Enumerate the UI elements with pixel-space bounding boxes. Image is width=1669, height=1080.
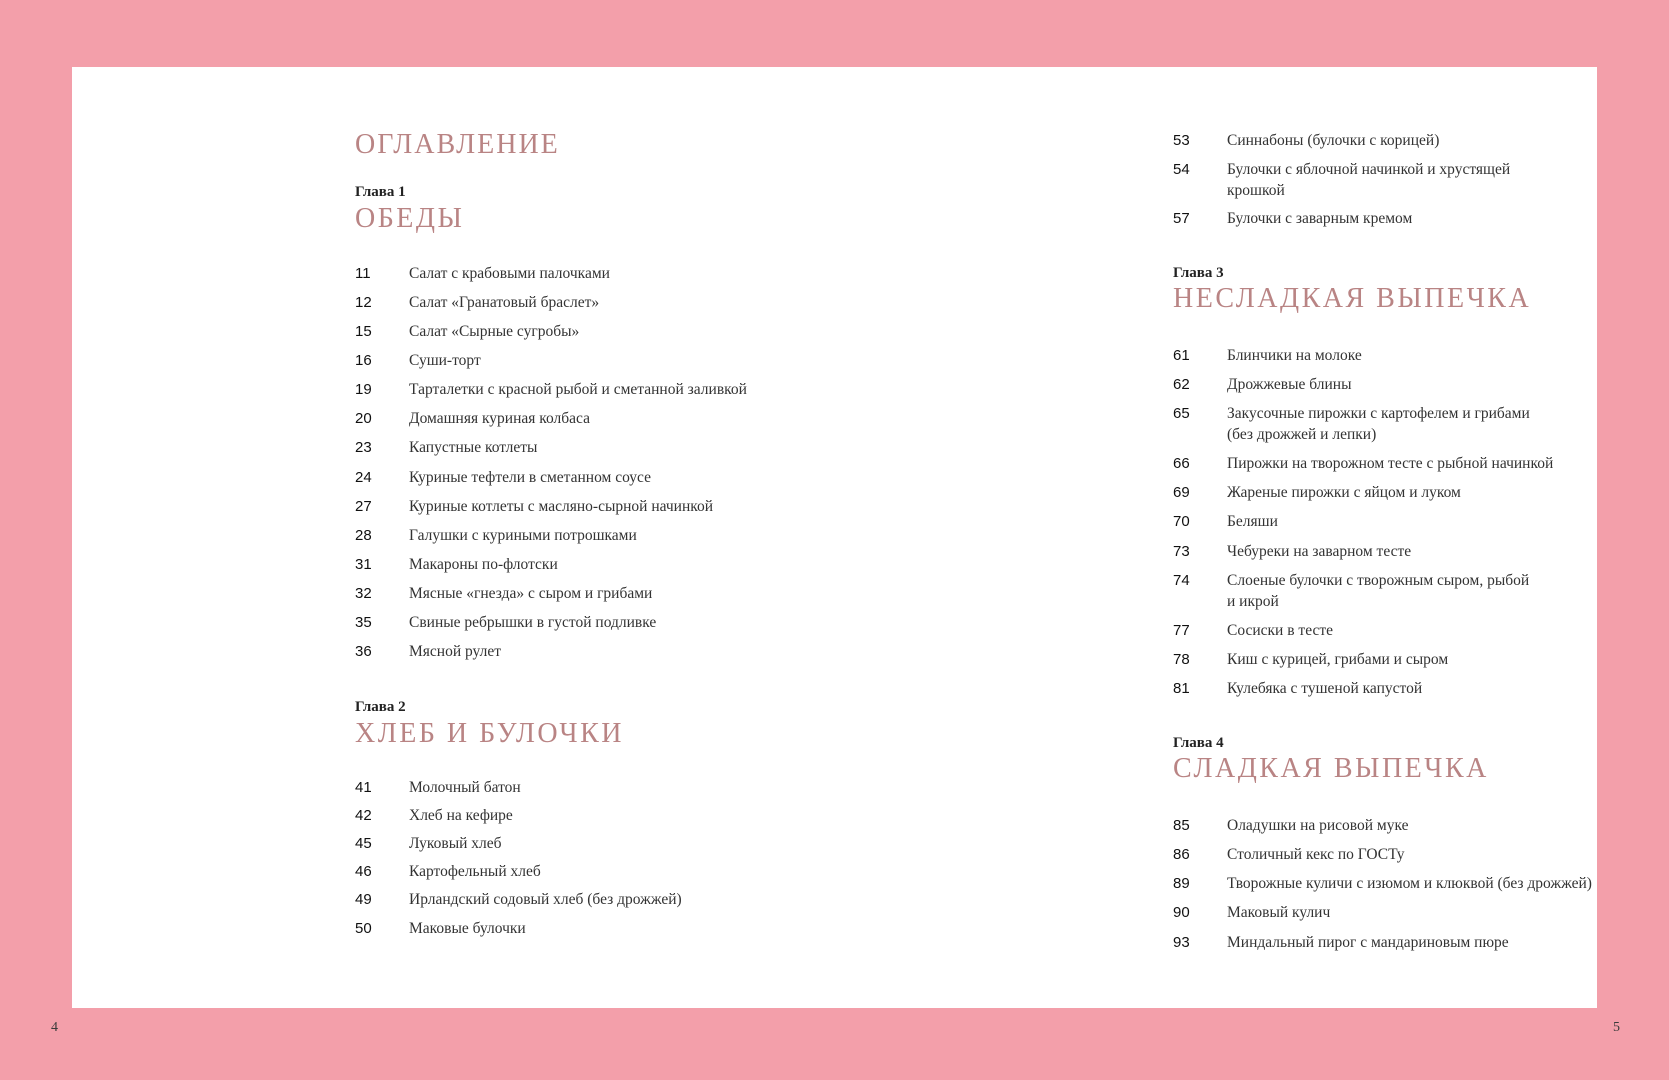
entry-title: Булочки с заварным кремом <box>1227 210 1413 227</box>
entry-title <box>1227 159 1510 201</box>
entry-title: Маковые булочки <box>409 920 526 937</box>
entry-title-line-2: (без дрожжей и лепки) <box>1227 426 1377 443</box>
entry-page: 90 <box>1173 904 1190 921</box>
entry-title: Куриные тефтели в сметанном соусе <box>409 469 651 486</box>
entry-title: Капустные котлеты <box>409 439 538 456</box>
entry-page: 15 <box>355 323 372 340</box>
entry-title: Жареные пирожки с яйцом и луком <box>1227 484 1461 501</box>
entry-title-line-2: и икрой <box>1227 593 1279 610</box>
entry-title: Ирландский содовый хлеб (без дрожжей) <box>409 891 682 908</box>
entry-page: 65 <box>1173 405 1190 422</box>
entry-page: 49 <box>355 891 372 908</box>
chapter-3-title: НЕСЛАДКАЯ ВЫПЕЧКА <box>1173 283 1532 314</box>
entry-page: 20 <box>355 410 372 427</box>
entry-title-line-1: Слоеные булочки с творожным сыром, рыбой <box>1227 572 1530 589</box>
entry-page: 23 <box>355 439 372 456</box>
entry-page: 19 <box>355 381 372 398</box>
entry-page: 45 <box>355 835 372 852</box>
chapter-4-label: Глава 4 <box>1173 735 1224 751</box>
entry-title: Салат с крабовыми палочками <box>409 265 610 282</box>
entry-title: Макароны по-флотски <box>409 556 558 573</box>
entry-page: 57 <box>1173 210 1190 227</box>
chapter-2-title: ХЛЕБ И БУЛОЧКИ <box>355 718 624 749</box>
entry-page: 89 <box>1173 875 1190 892</box>
entry-page: 86 <box>1173 846 1190 863</box>
page-number-right: 5 <box>1613 1020 1620 1035</box>
entry-title: Салат «Сырные сугробы» <box>409 323 580 340</box>
entry-title: Пирожки на творожном тесте с рыбной начинкой <box>1227 455 1554 472</box>
entry-title: Оладушки на рисовой муке <box>1227 817 1409 834</box>
entry-title: Картофельный хлеб <box>409 863 541 880</box>
chapter-2-label: Глава 2 <box>355 699 406 715</box>
entry-title: Миндальный пирог с мандариновым пюре <box>1227 934 1509 951</box>
entry-title: Маковый кулич <box>1227 904 1331 921</box>
entry-title: Кулебяка с тушеной капустой <box>1227 680 1423 697</box>
entry-page: 54 <box>1173 161 1190 178</box>
entry-title: Мясные «гнезда» с сыром и грибами <box>409 585 653 602</box>
entry-title: Домашняя куриная колбаса <box>409 410 590 427</box>
entry-title: Салат «Гранатовый браслет» <box>409 294 600 311</box>
entry-page: 11 <box>355 265 371 282</box>
page-sheet <box>72 67 1597 1008</box>
entry-page: 66 <box>1173 455 1190 472</box>
entry-page: 50 <box>355 920 372 937</box>
entry-page: 41 <box>355 779 372 796</box>
entry-page: 70 <box>1173 513 1190 530</box>
entry-page: 62 <box>1173 376 1190 393</box>
entry-page: 73 <box>1173 543 1190 560</box>
entry-title <box>1227 570 1529 612</box>
page-number-left: 4 <box>51 1020 58 1035</box>
entry-page: 77 <box>1173 622 1190 639</box>
entry-page: 85 <box>1173 817 1190 834</box>
entry-page: 31 <box>355 556 372 573</box>
entry-title <box>1227 403 1530 445</box>
chapter-4-title: СЛАДКАЯ ВЫПЕЧКА <box>1173 753 1489 784</box>
entry-title: Сосиски в тесте <box>1227 622 1333 639</box>
entry-page: 53 <box>1173 132 1190 149</box>
entry-title: Мясной рулет <box>409 643 502 660</box>
entry-page: 78 <box>1173 651 1190 668</box>
entry-title: Молочный батон <box>409 779 521 796</box>
entry-title: Беляши <box>1227 513 1278 530</box>
entry-page: 32 <box>355 585 372 602</box>
entry-title: Галушки с куриными потрошками <box>409 527 637 544</box>
entry-page: 69 <box>1173 484 1190 501</box>
toc-title: ОГЛАВЛЕНИЕ <box>355 129 560 160</box>
entry-title: Киш с курицей, грибами и сыром <box>1227 651 1449 668</box>
entry-page: 12 <box>355 294 372 311</box>
entry-title-line-2: крошкой <box>1227 182 1285 199</box>
entry-page: 27 <box>355 498 372 515</box>
chapter-1-label: Глава 1 <box>355 184 406 200</box>
entry-page: 16 <box>355 352 372 369</box>
entry-title-line-1: Закусочные пирожки с картофелем и грибами <box>1227 405 1530 422</box>
entry-title: Хлеб на кефире <box>409 807 513 824</box>
chapter-1-title: ОБЕДЫ <box>355 203 465 234</box>
entry-title-line-1: Булочки с яблочной начинкой и хрустящей <box>1227 161 1511 178</box>
entry-page: 36 <box>355 643 372 660</box>
entry-title: Блинчики на молоке <box>1227 347 1362 364</box>
chapter-3-label: Глава 3 <box>1173 265 1224 281</box>
entry-title: Куриные котлеты с масляно-сырной начинкой <box>409 498 714 515</box>
entry-page: 61 <box>1173 347 1190 364</box>
entry-page: 35 <box>355 614 372 631</box>
entry-page: 42 <box>355 807 372 824</box>
entry-page: 46 <box>355 863 372 880</box>
entry-title: Луковый хлеб <box>409 835 502 852</box>
entry-title: Тарталетки с красной рыбой и сметанной заливкой <box>409 381 747 398</box>
entry-page: 74 <box>1173 572 1190 589</box>
entry-title: Синнабоны (булочки с корицей) <box>1227 132 1440 149</box>
entry-page: 24 <box>355 469 372 486</box>
entry-title: Творожные куличи с изюмом и клюквой (без дрожжей) <box>1227 875 1592 892</box>
entry-page: 93 <box>1173 934 1190 951</box>
entry-title: Столичный кекс по ГОСТу <box>1227 846 1405 863</box>
entry-title: Свиные ребрышки в густой подливке <box>409 614 657 631</box>
entry-page: 81 <box>1173 680 1190 697</box>
entry-title: Суши-торт <box>409 352 481 369</box>
entry-title: Чебуреки на заварном тесте <box>1227 543 1412 560</box>
entry-title: Дрожжевые блины <box>1227 376 1352 393</box>
entry-page: 28 <box>355 527 372 544</box>
